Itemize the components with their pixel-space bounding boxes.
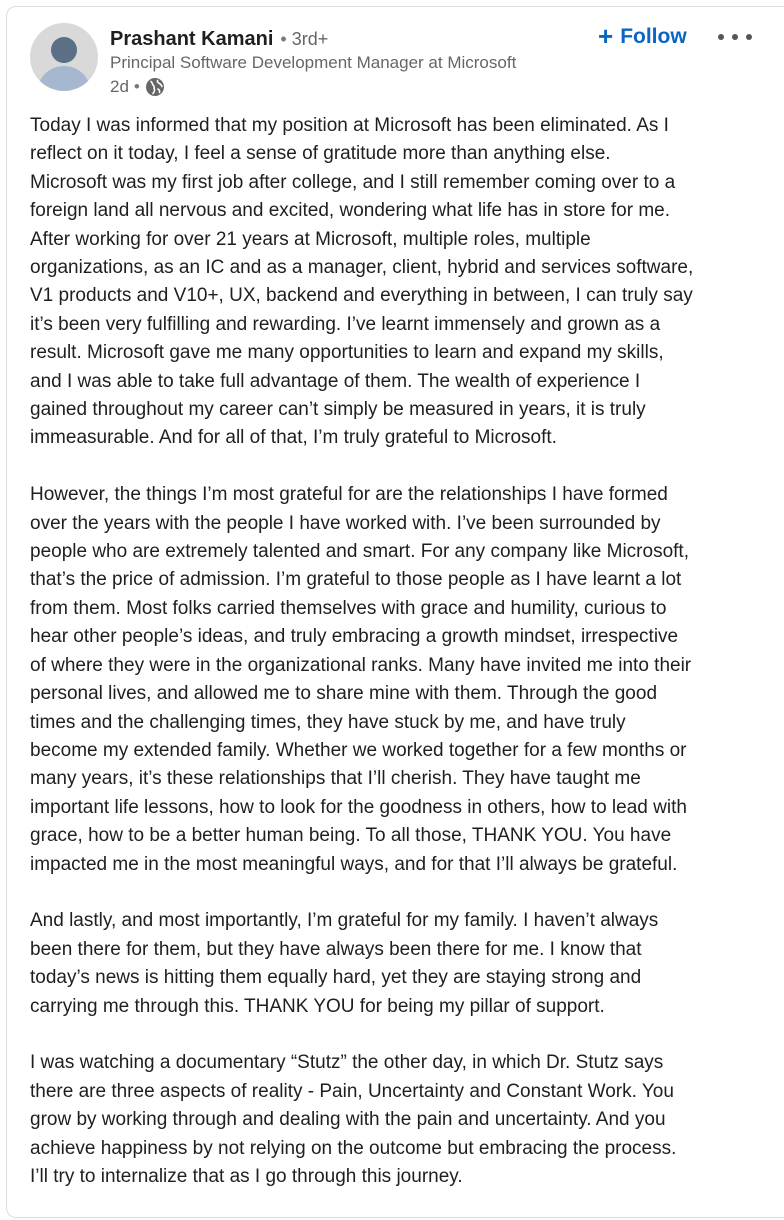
more-dot-icon bbox=[746, 34, 752, 40]
author-name[interactable]: Prashant Kamani bbox=[110, 27, 274, 50]
avatar-head-shape bbox=[51, 37, 77, 63]
follow-label: Follow bbox=[620, 25, 687, 48]
more-dot-icon bbox=[732, 34, 738, 40]
post-paragraph: However, the things I’m most grateful for are the relationships I have formed over the years with the people I have worked with. I’ve been surrounded by people who are extremely talented and smart. For any company like Microsoft, that’s the price of admission. I’m grateful to those people as I have learnt a lot from them. Most folks carried themselves with grace and humility, curious to hear other people’s ideas, and truly embracing a growth mindset, irrespective of where they were in the organizational ranks. Many have invited me into their personal lives, and allowed me to share mine with them. Through the good times and the challenging times, they have stuck by me, and have truly become my extended family. Whether we worked together for a few months or many years, it’s these relationships that I’ll cherish. They have taught me important life lessons, how to look for the goodness in others, how to lead with grace, how to be a better human being. To all those, THANK YOU. You have impacted me in the most meaningful ways, and for that I’ll always be grateful. bbox=[30, 484, 692, 875]
more-options-button[interactable] bbox=[718, 24, 752, 50]
post-header bbox=[0, 0, 784, 110]
separator-dot: • bbox=[280, 28, 287, 49]
post-meta bbox=[110, 76, 165, 98]
post-paragraph: Today I was informed that my position at Microsoft has been eliminated. As I reflect on it today, I feel a sense of gratitude more than anything else. Microsoft was my first job after college, and I still remember coming over to a foreign land all nervous and excited, wondering what life has in store for me. After working for over 21 years at Microsoft, multiple roles, multiple organizations, as an IC and as a manager, client, hybrid and services software, V1 products and V10+, UX, backend and everything in between, I can truly say it’s been very fulfilling and rewarding. I’ve learnt immensely and grown as a result. Microsoft gave me many opportunities to learn and expand my skills, and I was able to take full advantage of them. The wealth of experience I gained throughout my career can’t simply be measured in years, it is truly immeasurable. And for all of that, I’m truly grateful to Microsoft. bbox=[30, 115, 694, 449]
post-paragraph: And lastly, and most importantly, I’m grateful for my family. I haven’t always been there for them, but they have always been there for me. I know that today’s news is hitting them equally hard, yet they are staying strong and carrying me through this. THANK YOU for being my pillar of support. bbox=[30, 910, 659, 1017]
follow-button[interactable] bbox=[598, 22, 687, 52]
author-avatar[interactable] bbox=[30, 23, 98, 91]
post-body bbox=[30, 112, 765, 1220]
globe-icon bbox=[145, 77, 165, 97]
post-paragraph: I was watching a documentary “Stutz” the other day, in which Dr. Stutz says there are three aspects of reality - Pain, Uncertainty and Constant Work. You grow by working through and dealing with the pain and uncertainty. And you achieve happiness by not relying on the outcome but embracing the process. I’ll try to internalize that as I go through this journey. bbox=[30, 1052, 677, 1187]
more-dot-icon bbox=[718, 34, 724, 40]
author-headline: Principal Software Development Manager at Microsoft bbox=[110, 53, 517, 72]
connection-degree: 3rd+ bbox=[291, 28, 329, 49]
author-name-row bbox=[110, 26, 328, 52]
post-timestamp[interactable]: 2d bbox=[110, 77, 129, 96]
meta-separator-dot: • bbox=[133, 77, 140, 96]
avatar-body-shape bbox=[37, 66, 91, 91]
plus-icon: + bbox=[598, 21, 614, 51]
